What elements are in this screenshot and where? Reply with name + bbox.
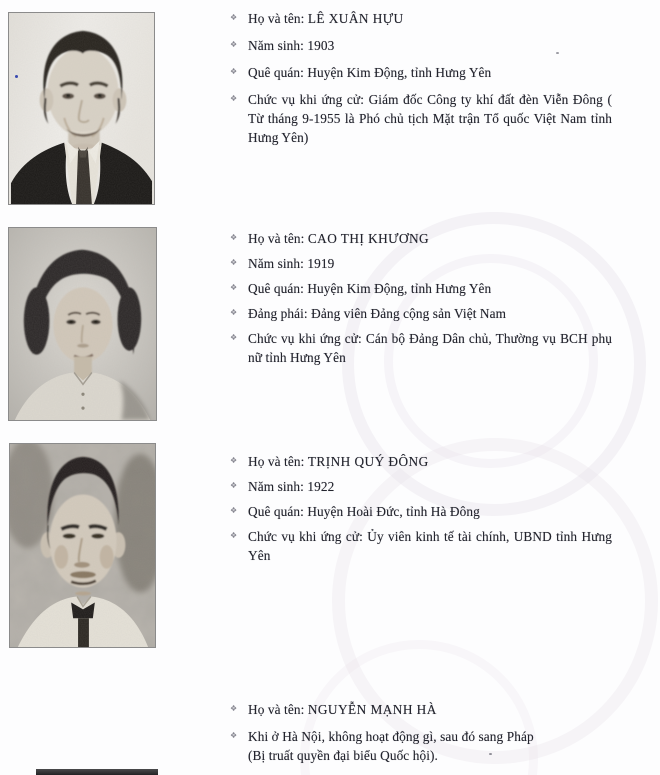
- field-label: Năm sinh:: [248, 38, 304, 53]
- field-label: Chức vụ khi ứng cử:: [248, 331, 362, 346]
- field-value: Huyện Hoài Đức, tỉnh Hà Đông: [307, 504, 480, 519]
- diamond-bullet-icon: ❖: [230, 456, 238, 465]
- field-label: Họ và tên:: [248, 231, 305, 246]
- diamond-bullet-icon: ❖: [230, 333, 238, 342]
- bio-entry-nguyen-manh-ha: [228, 700, 612, 773]
- ink-speck: [15, 75, 18, 78]
- bio-field-name: [228, 229, 612, 248]
- field-value: TRỊNH QUÝ ĐÔNG: [307, 454, 429, 469]
- field-label: Chức vụ khi ứng cử:: [248, 92, 365, 107]
- field-value-line2: (Bị truất quyền đại biểu Quốc hội).: [248, 748, 438, 763]
- bio-field-note: [228, 727, 612, 765]
- portrait-photo-cao-thi-khuong: [8, 227, 157, 421]
- diamond-bullet-icon: ❖: [230, 506, 238, 515]
- field-label: Đảng phái:: [248, 306, 308, 321]
- bio-entry-le-xuan-huu: [228, 9, 612, 155]
- field-value: Cán bộ Đảng Dân chủ, Thường vụ BCH phụ nữ tỉnh Hưng Yên: [248, 331, 612, 365]
- diamond-bullet-icon: ❖: [230, 233, 238, 242]
- bio-field-birthyear: [228, 477, 612, 496]
- bio-field-position: [228, 527, 612, 565]
- field-value: Giám đốc Công ty khí đất đèn Viễn Đông ( Từ tháng 9-1955 là Phó chủ tịch Mặt trận Tổ quốc Việt Nam tỉnh Hưng Yên): [248, 92, 612, 145]
- field-label: Chức vụ khi ứng cử:: [248, 529, 363, 544]
- portrait-illustration: [9, 228, 156, 420]
- bio-entry-trinh-quy-dong: [228, 452, 612, 571]
- bio-field-hometown: [228, 502, 612, 521]
- bio-field-name: [228, 452, 612, 471]
- diamond-bullet-icon: ❖: [230, 731, 238, 740]
- field-value: 1919: [307, 256, 335, 271]
- field-value: CAO THỊ KHƯƠNG: [307, 231, 430, 246]
- diamond-bullet-icon: ❖: [230, 531, 238, 540]
- diamond-bullet-icon: ❖: [230, 481, 238, 490]
- bio-field-hometown: [228, 63, 612, 82]
- field-label: Họ và tên:: [248, 11, 305, 26]
- field-value: Ủy viên kinh tế tài chính, UBND tỉnh Hưng Yên: [248, 529, 612, 563]
- diamond-bullet-icon: ❖: [230, 94, 238, 103]
- bio-field-name: [228, 700, 612, 719]
- field-label: Quê quán:: [248, 281, 304, 296]
- cropped-photo-top-edge: [36, 769, 158, 775]
- bio-field-party: [228, 304, 612, 323]
- field-value: NGUYỄN MẠNH HÀ: [307, 702, 437, 717]
- field-value: Khi ở Hà Nội, không hoạt động gì, sau đó sang Pháp: [248, 729, 534, 744]
- field-label: Năm sinh:: [248, 479, 304, 494]
- field-value: Huyện Kim Động, tỉnh Hưng Yên: [307, 281, 492, 296]
- ink-speck: [556, 52, 559, 54]
- field-value: 1903: [307, 38, 335, 53]
- diamond-bullet-icon: ❖: [230, 67, 238, 76]
- portrait-illustration: [10, 444, 155, 647]
- ink-speck: [489, 753, 492, 755]
- field-value: Huyện Kim Động, tỉnh Hưng Yên: [307, 65, 492, 80]
- field-label: Năm sinh:: [248, 256, 304, 271]
- field-label: Quê quán:: [248, 504, 304, 519]
- bio-field-name: [228, 9, 612, 28]
- field-label: Quê quán:: [248, 65, 304, 80]
- bio-field-birthyear: [228, 36, 612, 55]
- bio-field-position: [228, 90, 612, 147]
- diamond-bullet-icon: ❖: [230, 704, 238, 713]
- field-value: 1922: [307, 479, 335, 494]
- bio-field-hometown: [228, 279, 612, 298]
- field-value: LÊ XUÂN HỰU: [307, 11, 404, 26]
- diamond-bullet-icon: ❖: [230, 308, 238, 317]
- diamond-bullet-icon: ❖: [230, 258, 238, 267]
- field-label: Họ và tên:: [248, 702, 305, 717]
- diamond-bullet-icon: ❖: [230, 13, 238, 22]
- portrait-photo-trinh-quy-dong: [9, 443, 156, 648]
- portrait-photo-le-xuan-huu: [8, 12, 155, 205]
- bio-field-position: [228, 329, 612, 367]
- bio-field-birthyear: [228, 254, 612, 273]
- portrait-illustration: [9, 13, 154, 204]
- diamond-bullet-icon: ❖: [230, 283, 238, 292]
- field-value: Đảng viên Đảng cộng sản Việt Nam: [311, 306, 507, 321]
- diamond-bullet-icon: ❖: [230, 40, 238, 49]
- field-label: Họ và tên:: [248, 454, 305, 469]
- bio-entry-cao-thi-khuong: [228, 229, 612, 373]
